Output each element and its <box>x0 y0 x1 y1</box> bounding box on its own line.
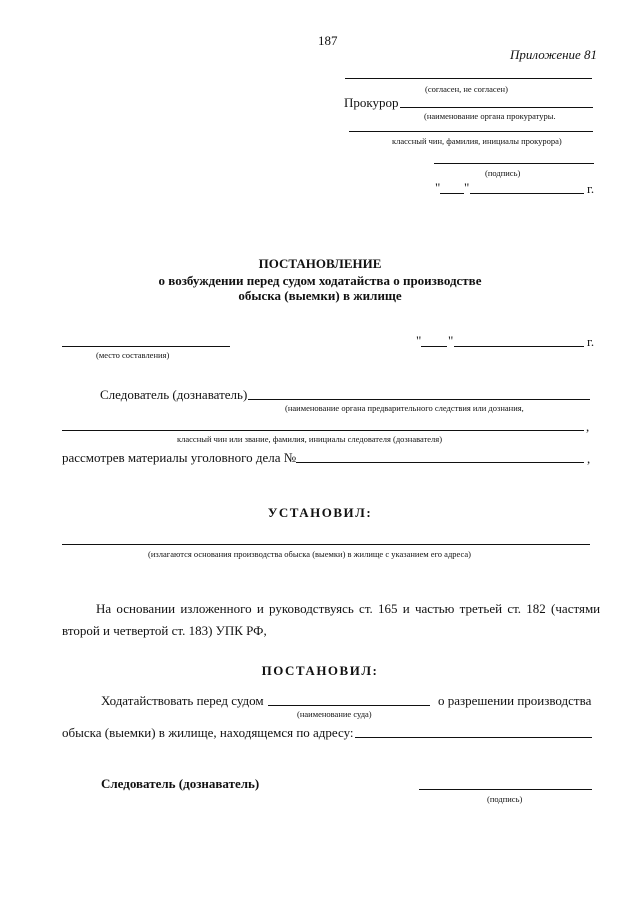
established-line <box>62 544 590 545</box>
approval-date-quote-open: " <box>435 180 441 195</box>
basis-line1: На основании изложенного и руководствуясь ст. 165 и частью третьей ст. 182 (частями <box>96 601 601 616</box>
address-line <box>355 737 592 738</box>
investigator-rank-note: классный чин или звание, фамилия, инициалы следователя (дознавателя) <box>177 434 443 444</box>
investigator-rank-line <box>62 430 584 431</box>
prosecutor-office-note: (наименование органа прокуратуры. <box>424 111 556 121</box>
place-note: (место составления) <box>96 350 170 360</box>
agree-line <box>345 78 592 79</box>
established-heading: УСТАНОВИЛ: <box>267 505 373 520</box>
document-subtitle-line1: о возбуждении перед судом ходатайства о производстве <box>158 273 482 288</box>
approval-month-line <box>470 193 584 194</box>
prosecutor-signature-note: (подпись) <box>485 168 521 178</box>
approval-date-quote-close: " <box>464 180 470 195</box>
signature-note: (подпись) <box>487 794 523 804</box>
address-text: обыска (выемки) в жилище, находящемся по адресу: <box>62 725 354 740</box>
basis-line2: второй и четвертой ст. 183) УПК РФ, <box>62 623 267 638</box>
document-subtitle-line2: обыска (выемки) в жилище <box>238 288 402 303</box>
investigator-rank-comma: , <box>586 419 590 434</box>
investigator-org-line <box>248 399 590 400</box>
prosecutor-rank-note: классный чин, фамилия, инициалы прокурора) <box>392 136 562 146</box>
date-year-suffix: г. <box>587 334 595 349</box>
date-quote-close: " <box>448 333 454 348</box>
prosecutor-label: Прокурор <box>344 95 399 110</box>
court-name-note: (наименование суда) <box>297 709 372 719</box>
appendix-label: Приложение 81 <box>510 47 598 62</box>
investigator-org-note: (наименование органа предварительного следствия или дознания, <box>285 403 524 413</box>
prosecutor-line <box>400 107 593 108</box>
date-quote-open: " <box>416 333 422 348</box>
document-title: ПОСТАНОВЛЕНИЕ <box>258 256 382 271</box>
prosecutor-signature-line <box>434 163 594 164</box>
date-month-line <box>454 346 584 347</box>
approval-day-line <box>440 193 464 194</box>
date-day-line <box>421 346 447 347</box>
petition-text-start: Ходатайствовать перед судом <box>101 693 264 708</box>
page-number: 187 <box>318 33 338 48</box>
resolved-heading: ПОСТАНОВИЛ: <box>261 663 379 678</box>
signature-investigator-label: Следователь (дознаватель) <box>101 776 260 791</box>
established-note: (излагаются основания производства обыска (выемки) в жилище с указанием его адреса) <box>148 549 471 559</box>
investigator-label: Следователь (дознаватель) <box>100 387 248 402</box>
signature-line <box>419 789 592 790</box>
prosecutor-rank-line <box>349 131 593 132</box>
case-comma: , <box>587 451 591 466</box>
case-materials-text: рассмотрев материалы уголовного дела № <box>62 450 297 465</box>
approval-year-suffix: г. <box>587 181 595 196</box>
case-number-line <box>296 462 584 463</box>
petition-text-end: о разрешении производства <box>438 693 592 708</box>
place-line <box>62 346 230 347</box>
court-name-line <box>268 705 430 706</box>
agree-note: (согласен, не согласен) <box>425 84 508 94</box>
